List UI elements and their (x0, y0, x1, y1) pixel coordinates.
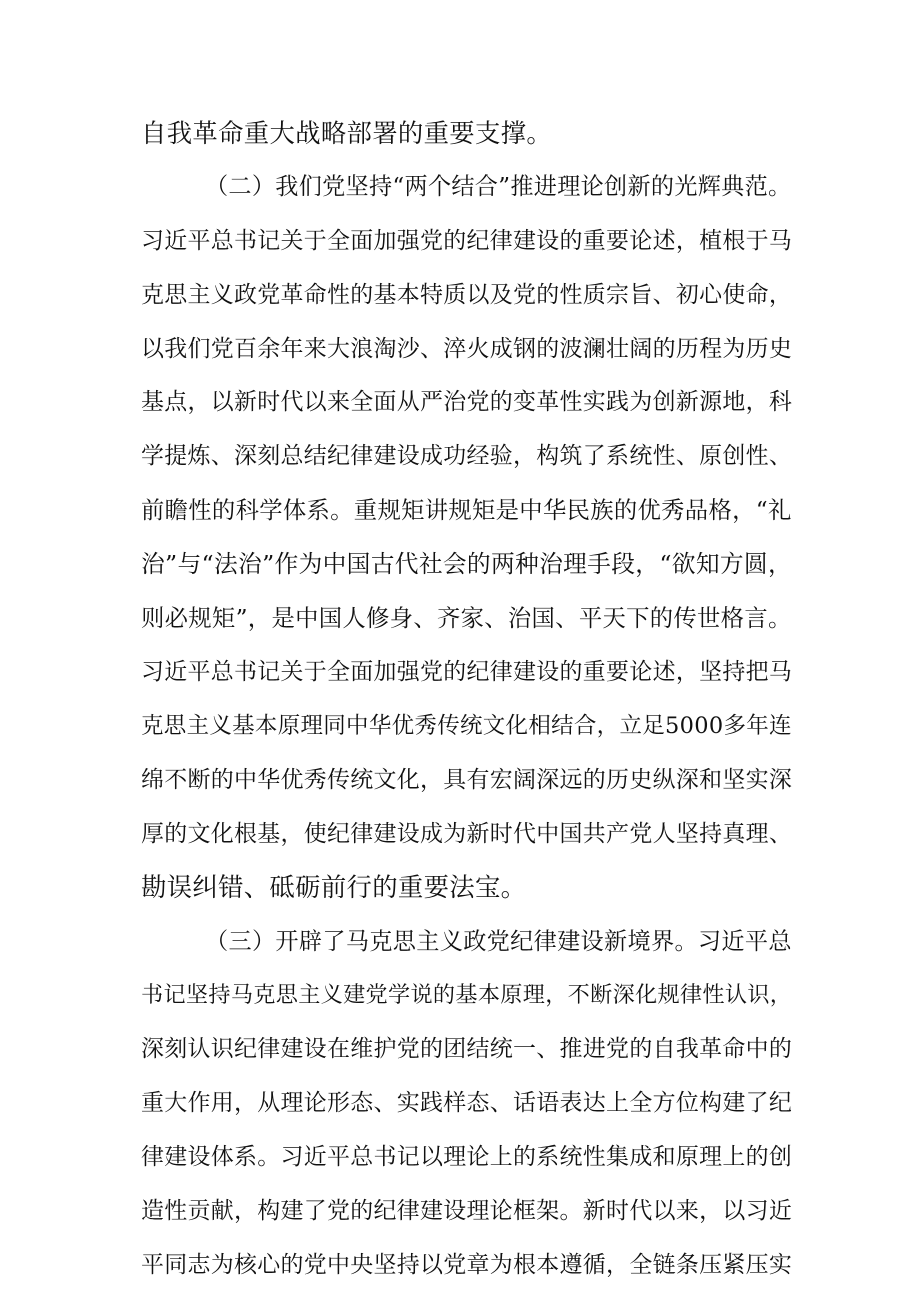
document-body (141, 107, 791, 1293)
text-line: 克思主义政党革命性的基本特质以及党的性质宗旨、初心使命， (141, 281, 793, 308)
text-line: 厚的文化根基，使纪律建设成为新时代中国共产党人坚持真理、 (141, 820, 793, 847)
text-line: 基点，以新时代以来全面从严治党的变革性实践为创新源地，科 (141, 389, 793, 416)
text-line: 书记坚持马克思主义建党学说的基本原理，不断深化规律性认识， (141, 982, 793, 1009)
text-line: 治”与“法治”作为中国古代社会的两种治理手段，“欲知方圆， (141, 550, 793, 579)
section-heading-line: （二）我们党坚持“两个结合”推进理论创新的光辉典范。 (205, 173, 792, 200)
text-line: 重大作用，从理论形态、实践样态、话语表达上全方位构建了纪 (141, 1090, 793, 1117)
text-line: 平同志为核心的党中央坚持以党章为根本遵循，全链条压紧压实 (141, 1251, 793, 1278)
text-line: 则必规矩”，是中国人修身、齐家、治国、平天下的传世格言。 (141, 604, 792, 633)
text-line: 勘误纠错、砥砺前行的重要法宝。 (141, 872, 527, 903)
section-heading-line: （三）开辟了马克思主义政党纪律建设新境界。习近平总 (205, 928, 792, 956)
text-line: 深刻认识纪律建设在维护党的团结统一、推进党的自我革命中的 (141, 1036, 793, 1063)
text-line: 造性贡献，构建了党的纪律建设理论框架。新时代以来，以习近 (141, 1197, 793, 1224)
text-line: 习近平总书记关于全面加强党的纪律建设的重要论述，植根于马 (141, 227, 793, 254)
text-line: 以我们党百余年来大浪淘沙、淬火成钢的波澜壮阔的历程为历史 (141, 335, 793, 362)
text-line: 自我革命重大战略部署的重要支撑。 (141, 118, 553, 148)
text-line: 学提炼、深刻总结纪律建设成功经验，构筑了系统性、原创性、 (141, 443, 793, 470)
text-line: 绵不断的中华优秀传统文化，具有宏阔深远的历史纵深和坚实深 (141, 766, 793, 793)
text-line: 习近平总书记关于全面加强党的纪律建设的重要论述，坚持把马 (141, 658, 793, 685)
text-line: 前瞻性的科学体系。重规矩讲规矩是中华民族的优秀品格，“礼 (141, 496, 792, 525)
text-line: 克思主义基本原理同中华优秀传统文化相结合，立足5000多年连 (141, 712, 792, 739)
text-line: 律建设体系。习近平总书记以理论上的系统性集成和原理上的创 (141, 1143, 793, 1170)
